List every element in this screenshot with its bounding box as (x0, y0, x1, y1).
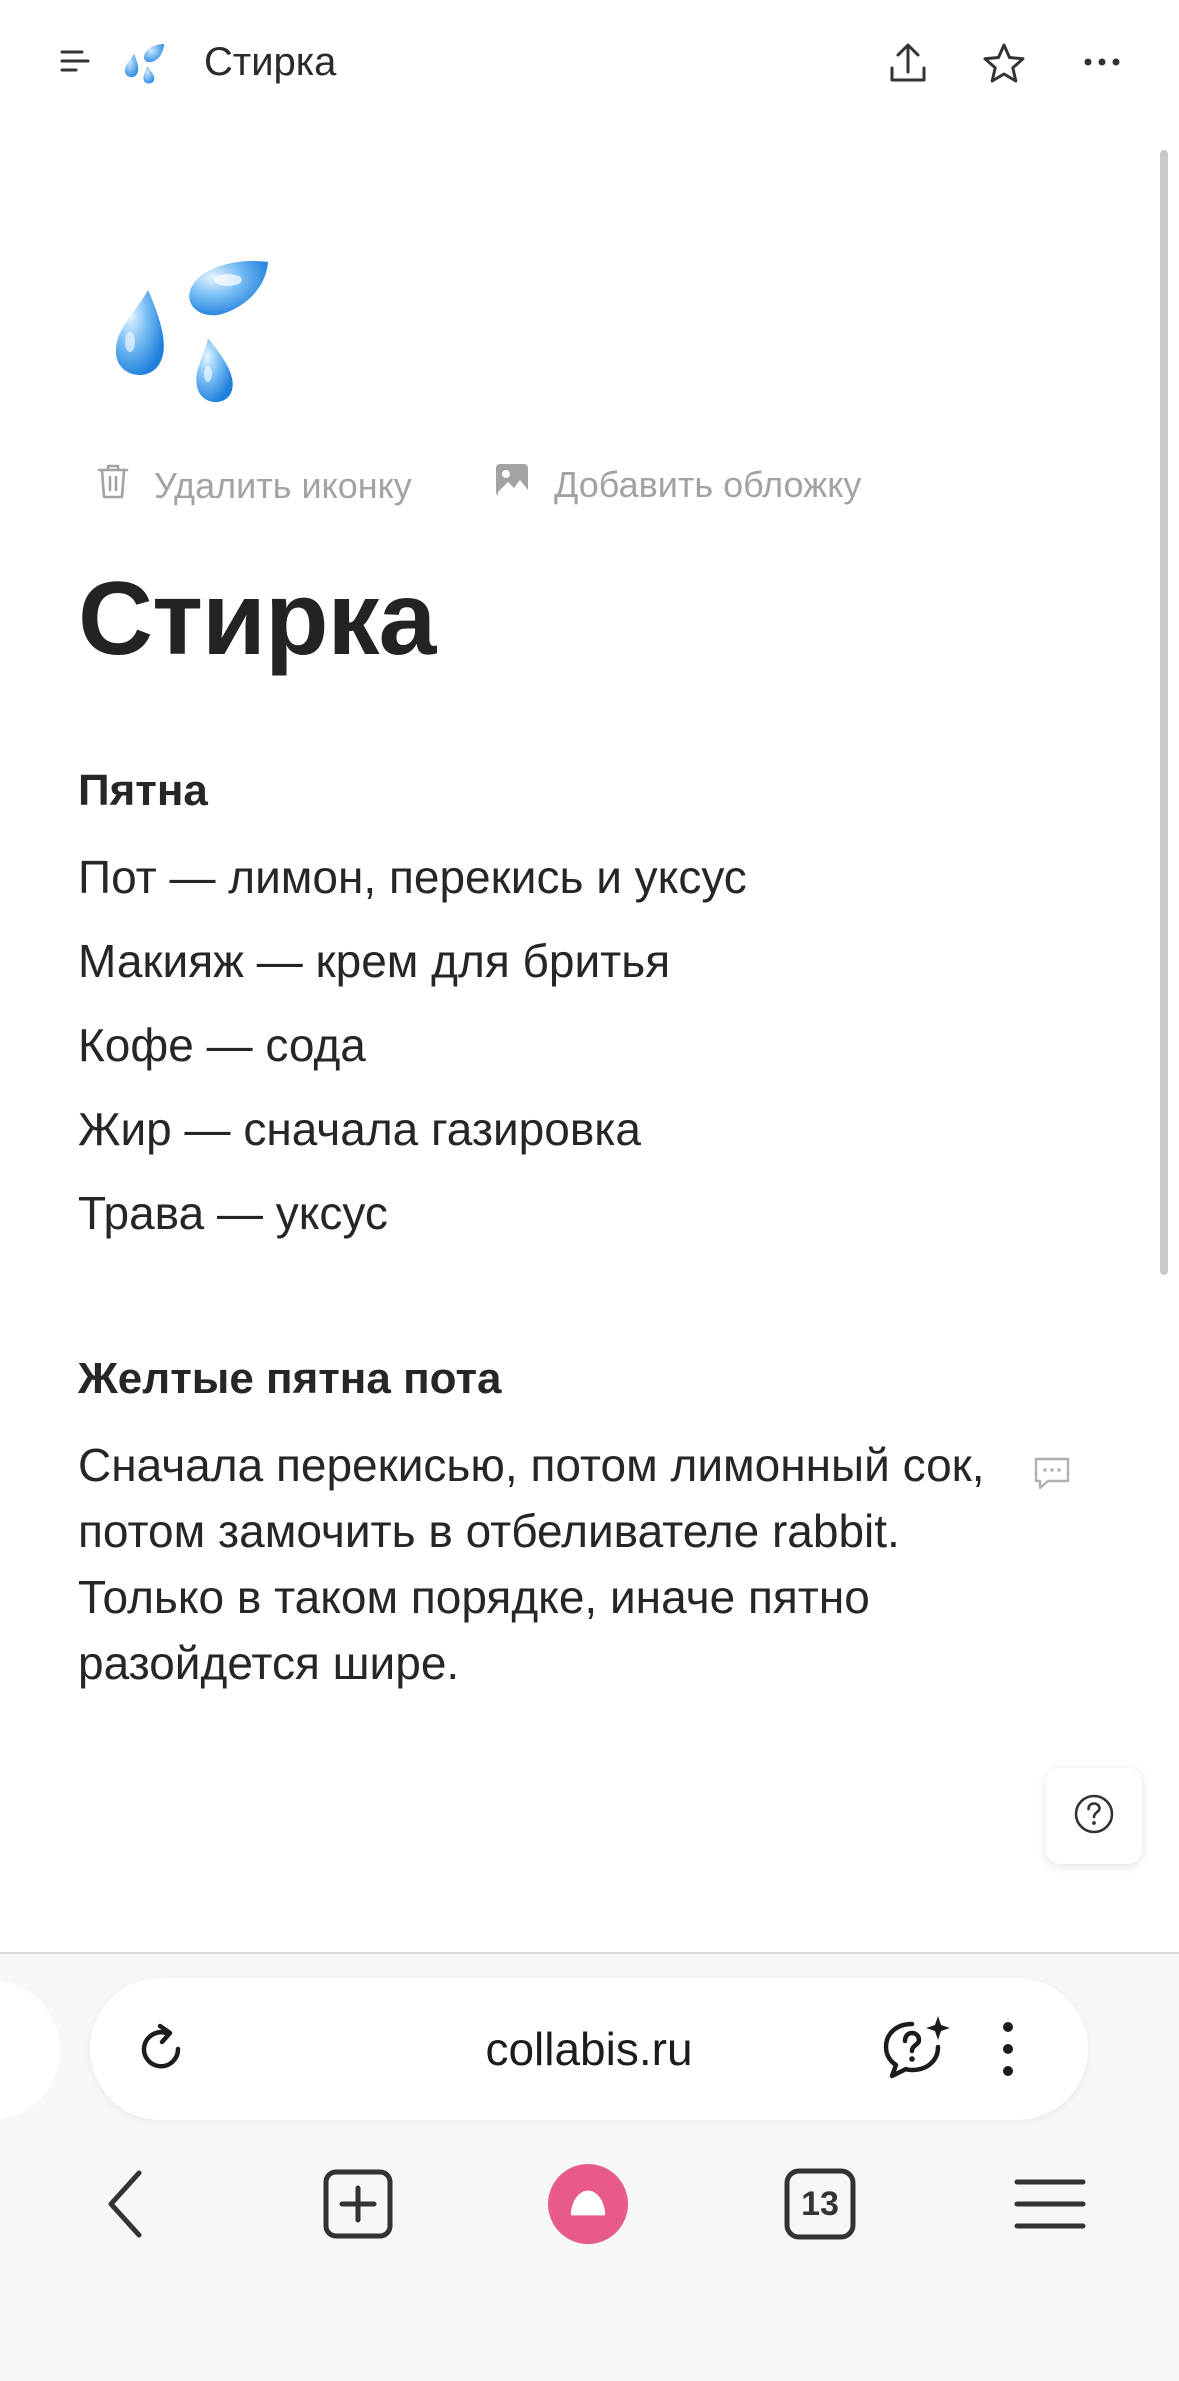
address-bar[interactable] (90, 1978, 1088, 2120)
ai-chat-icon[interactable] (880, 2014, 952, 2089)
star-icon[interactable] (980, 40, 1028, 93)
alice-icon[interactable] (548, 2164, 628, 2244)
text-line[interactable]: Макияж — крем для бритья (78, 935, 671, 987)
more-vertical-icon[interactable] (998, 2018, 1018, 2085)
trash-icon (96, 462, 154, 509)
page-icon-sweat-droplets[interactable] (108, 250, 288, 420)
top-bar (0, 0, 1179, 130)
tabs-counter[interactable] (780, 2164, 860, 2244)
add-cover-button[interactable] (494, 462, 861, 507)
share-icon[interactable] (884, 40, 932, 93)
help-icon (1072, 1792, 1116, 1841)
sweat-droplets-icon (120, 40, 166, 91)
page-title[interactable]: Стирка (78, 561, 436, 677)
help-button[interactable] (1046, 1768, 1142, 1864)
section-heading[interactable]: Пятна (78, 766, 208, 815)
url-text[interactable]: collabis.ru (485, 2023, 693, 2075)
remove-icon-button[interactable] (96, 462, 412, 509)
tabs-count: 13 (801, 2184, 839, 2223)
remove-icon-label: Удалить иконку (154, 464, 412, 506)
text-line[interactable]: Жир — сначала газировка (78, 1103, 641, 1155)
text-line[interactable]: Пот — лимон, перекись и уксус (78, 851, 747, 903)
new-tab-icon[interactable] (318, 2164, 398, 2244)
more-icon[interactable] (1080, 40, 1124, 89)
add-cover-label: Добавить обложку (554, 463, 862, 505)
topbar-title: Стирка (204, 40, 337, 84)
scrollbar[interactable] (1160, 150, 1168, 1275)
menu-icon[interactable] (58, 44, 92, 83)
comment-icon[interactable] (1032, 1455, 1072, 1498)
hamburger-icon[interactable] (1010, 2164, 1090, 2244)
text-line[interactable]: Трава — уксус (78, 1187, 388, 1239)
text-line[interactable]: Кофе — сода (78, 1019, 366, 1071)
back-icon[interactable] (86, 2164, 166, 2244)
section-heading[interactable]: Желтые пятна пота (78, 1354, 502, 1403)
image-icon (494, 462, 554, 507)
paragraph[interactable]: Сначала перекисью, потом лимонный сок, потом замочить в отбеливателе rabbit. Только в таком порядке, иначе пятно разойдется шире. (78, 1439, 985, 1689)
